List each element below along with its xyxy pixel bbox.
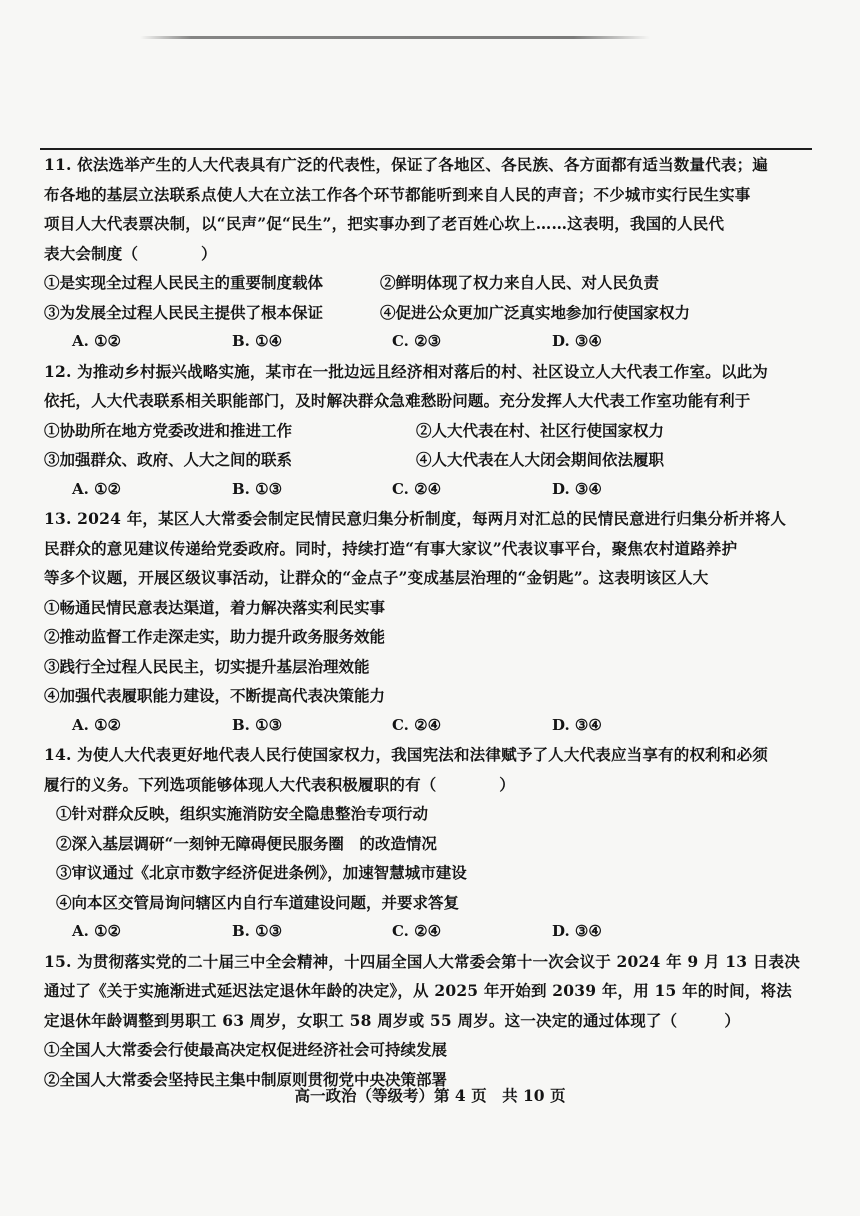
answer-choice[interactable]: C. ②④	[392, 479, 442, 498]
question-13-line: 民群众的意见建议传递给党委政府。同时，持续打造“有事大家议”代表议事平台，聚焦农村道路养护	[44, 538, 738, 558]
question-12-line: 依托，人大代表联系相关职能部门，及时解决群众急难愁盼问题。充分发挥人大代表工作室功能有利于	[44, 391, 751, 410]
question-12	[44, 357, 804, 505]
statement: ④向本区交管局询问辖区内自行车道建设问题，并要求答复	[56, 892, 460, 912]
scan-smudge	[140, 36, 650, 39]
answer-choice[interactable]: B. ①③	[232, 479, 283, 498]
question-14-line: 14. 为使人大代表更好地代表人民行使国家权力，我国宪法和法律赋予了人大代表应当享有的权利和必须	[44, 745, 768, 764]
question-11-answers	[44, 327, 804, 357]
question-15-line: 定退休年龄调整到男职工 63 周岁，女职工 58 周岁或 55 周岁。这一决定的通过体现了（ ）	[44, 1010, 741, 1030]
question-11	[44, 150, 804, 357]
statement: ③践行全过程人民民主，切实提升基层治理效能	[44, 656, 370, 676]
question-14-line: 履行的义务。下列选项能够体现人大代表积极履职的有（ ）	[44, 774, 516, 794]
answer-choice[interactable]: B. ①④	[232, 332, 283, 350]
page-footer: 高一政治（等级考）第 4 页 共 10 页	[294, 1086, 566, 1105]
answer-choice[interactable]: D. ③④	[552, 715, 602, 734]
statement: ③加强群众、政府、人大之间的联系	[44, 450, 293, 469]
question-12-statements-row	[44, 416, 804, 446]
answer-choice[interactable]: B. ①③	[232, 715, 283, 734]
statement: ③为发展全过程人民民主提供了根本保证	[44, 302, 324, 322]
answer-choice[interactable]: A. ①②	[72, 715, 121, 734]
answer-choice[interactable]: D. ③④	[552, 332, 602, 350]
question-12-statements-row	[44, 445, 804, 475]
statement: ④加强代表履职能力建设，不断提高代表决策能力	[44, 686, 386, 705]
answer-choice[interactable]: A. ①②	[72, 332, 121, 350]
answer-choice[interactable]: B. ①③	[232, 922, 283, 940]
statement: ②推动监督工作走深走实，助力提升政务服务效能	[44, 627, 386, 646]
question-13-line: 13. 2024 年，某区人大常委会制定民情民意归集分析制度，每两月对汇总的民情民意进行归集分析并将人	[44, 509, 787, 528]
question-11-line: 11. 依法选举产生的人大代表具有广泛的代表性，保证了各地区、各民族、各方面都有适当数量代表；遍	[44, 155, 768, 174]
question-12-answers	[44, 475, 804, 505]
question-11-statements-row	[44, 298, 804, 328]
answer-choice[interactable]: D. ③④	[552, 479, 602, 498]
answer-choice[interactable]: A. ①②	[72, 479, 121, 498]
answer-choice[interactable]: C. ②④	[392, 715, 442, 734]
question-13-line: 等多个议题，开展区级议事活动，让群众的“金点子”变成基层治理的“金钥匙”。这表明该区人大	[44, 568, 709, 587]
statement: ④人大代表在人大闭会期间依法履职	[416, 450, 665, 469]
question-11-line: 项目人大代表票决制，以“民声”促“民生”，把实事办到了老百姓心坎上……这表明，我国的人民代	[44, 214, 725, 233]
statement: ①畅通民情民意表达渠道，着力解决落实利民实事	[44, 597, 386, 617]
question-15-line: 通过了《关于实施渐进式延迟法定退休年龄的决定》，从 2025 年开始到 2039 年，用 15 年的时间，将法	[44, 981, 792, 1000]
question-13-answers	[44, 711, 804, 741]
answer-choice[interactable]: D. ③④	[552, 922, 602, 940]
questions-area	[44, 150, 804, 1094]
statement: ②鲜明体现了权力来自人民、对人民负责	[380, 273, 660, 292]
statement: ②全国人大常委会坚持民主集中制原则贯彻党中央决策部署	[44, 1069, 448, 1089]
question-15-line: 15. 为贯彻落实党的二十届三中全会精神，十四届全国人大常委会第十一次会议于 2024 年 9 月 13 日表决	[44, 951, 800, 971]
statement: ①针对群众反映，组织实施消防安全隐患整治专项行动	[56, 804, 429, 823]
answer-choice[interactable]: C. ②③	[392, 332, 442, 350]
question-14-answers	[44, 917, 804, 947]
statement: ①全国人大常委会行使最高决定权促进经济社会可持续发展	[44, 1040, 448, 1059]
statement: ①协助所在地方党委改进和推进工作	[44, 420, 293, 440]
answer-choice[interactable]: C. ②④	[392, 922, 442, 940]
statement: ③审议通过《北京市数字经济促进条例》，加速智慧城市建设	[56, 863, 467, 882]
question-14	[44, 740, 804, 947]
statement: ②人大代表在村、社区行使国家权力	[416, 420, 665, 440]
question-13	[44, 504, 804, 740]
answer-choice[interactable]: A. ①②	[72, 922, 121, 940]
question-11-line: 布各地的基层立法联系点使人大在立法工作各个环节都能听到来自人民的声音；不少城市实行民生实事	[44, 184, 751, 204]
statement: ①是实现全过程人民民主的重要制度载体	[44, 273, 324, 292]
statement: ②深入基层调研“一刻钟无障碍便民服务圈 的改造情况	[56, 833, 437, 853]
question-11-statements-row	[44, 268, 804, 298]
question-12-line: 12. 为推动乡村振兴战略实施，某市在一批边远且经济相对落后的村、社区设立人大代表工作室。以此为	[44, 361, 768, 381]
statement: ④促进公众更加广泛真实地参加行使国家权力	[380, 302, 691, 322]
question-11-line: 表大会制度（ ）	[44, 243, 217, 263]
question-15	[44, 947, 804, 1095]
